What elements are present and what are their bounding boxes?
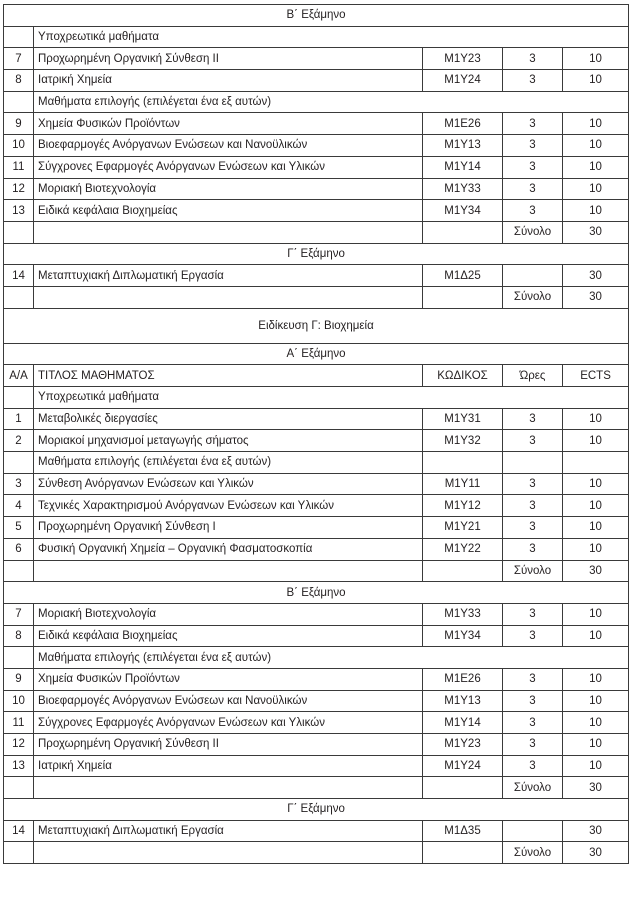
course-row: 8 Ιατρική Χημεία Μ1Υ24 3 10	[4, 70, 629, 92]
course-ects: 10	[563, 668, 629, 690]
course-hours: 3	[503, 200, 563, 222]
course-code: Μ1Υ14	[423, 712, 503, 734]
course-row: 8 Ειδικά κεφάλαια Βιοχημείας Μ1Υ34 3 10	[4, 625, 629, 647]
total-label: Σύνολο	[503, 560, 563, 582]
semester-header-row	[4, 243, 629, 265]
total-row	[4, 221, 629, 243]
course-title: Προχωρημένη Οργανική Σύνθεση ΙΙ	[34, 734, 423, 756]
col-header-title: ΤΙΤΛΟΣ ΜΑΘΗΜΑΤΟΣ	[34, 365, 423, 387]
course-hours: 3	[503, 473, 563, 495]
semester-header-row	[4, 5, 629, 27]
course-code: Μ1Υ32	[423, 430, 503, 452]
course-code: Μ1Υ34	[423, 625, 503, 647]
course-title: Ιατρική Χημεία	[34, 70, 423, 92]
course-hours: 3	[503, 156, 563, 178]
course-title: Μοριακή Βιοτεχνολογία	[34, 178, 423, 200]
course-title: Βιοεφαρμογές Ανόργανων Ενώσεων και Νανοϋλικών	[34, 135, 423, 157]
course-code: Μ1Υ22	[423, 538, 503, 560]
course-code: Μ1Ε26	[423, 668, 503, 690]
course-row: 14 Μεταπτυχιακή Διπλωματική Εργασία Μ1Δ25 30	[4, 265, 629, 287]
course-hours: 3	[503, 430, 563, 452]
course-ects: 10	[563, 538, 629, 560]
course-ects: 10	[563, 690, 629, 712]
course-row: 10 Βιοεφαρμογές Ανόργανων Ενώσεων και Νανοϋλικών Μ1Υ13 3 10	[4, 690, 629, 712]
course-hours	[503, 820, 563, 842]
course-code: Μ1Υ14	[423, 156, 503, 178]
total-label: Σύνολο	[503, 221, 563, 243]
course-title: Ιατρική Χημεία	[34, 755, 423, 777]
course-row: 9 Χημεία Φυσικών Προϊόντων Μ1Ε26 3 10	[4, 113, 629, 135]
course-row: 5 Προχωρημένη Οργανική Σύνθεση Ι Μ1Υ21 3 10	[4, 517, 629, 539]
course-ects: 10	[563, 495, 629, 517]
course-row: 6 Φυσική Οργανική Χημεία – Οργανική Φασματοσκοπία Μ1Υ22 3 10	[4, 538, 629, 560]
course-code: Μ1Υ11	[423, 473, 503, 495]
course-row: 1 Μεταβολικές διεργασίες Μ1Υ31 3 10	[4, 408, 629, 430]
total-row	[4, 560, 629, 582]
total-label: Σύνολο	[503, 286, 563, 308]
course-row: 13 Ιατρική Χημεία Μ1Υ24 3 10	[4, 755, 629, 777]
course-code: Μ1Υ33	[423, 603, 503, 625]
course-row: 12 Προχωρημένη Οργανική Σύνθεση ΙΙ Μ1Υ23 3 10	[4, 734, 629, 756]
col-header-code: ΚΩΔΙΚΟΣ	[423, 365, 503, 387]
course-row: 2 Μοριακοί μηχανισμοί μεταγωγής σήματος Μ1Υ32 3 10	[4, 430, 629, 452]
course-code: Μ1Υ13	[423, 135, 503, 157]
course-title: Ειδικά κεφάλαια Βιοχημείας	[34, 625, 423, 647]
course-ects: 10	[563, 135, 629, 157]
course-ects: 10	[563, 48, 629, 70]
category-row	[4, 26, 629, 48]
course-hours: 3	[503, 408, 563, 430]
elective-label: Μαθήματα επιλογής (επιλέγεται ένα εξ αυτών)	[34, 452, 423, 474]
course-title: Μεταπτυχιακή Διπλωματική Εργασία	[34, 265, 423, 287]
course-title: Μεταβολικές διεργασίες	[34, 408, 423, 430]
course-title: Σύγχρονες Εφαρμογές Ανόργανων Ενώσεων και Υλικών	[34, 156, 423, 178]
semester-title: Α΄ Εξάμηνο	[4, 343, 629, 365]
course-ects: 10	[563, 755, 629, 777]
course-hours: 3	[503, 755, 563, 777]
course-ects: 10	[563, 430, 629, 452]
course-title: Βιοεφαρμογές Ανόργανων Ενώσεων και Νανοϋλικών	[34, 690, 423, 712]
course-row: 11 Σύγχρονες Εφαρμογές Ανόργανων Ενώσεων και Υλικών Μ1Υ14 3 10	[4, 712, 629, 734]
total-value: 30	[563, 777, 629, 799]
elective-label: Μαθήματα επιλογής (επιλέγεται ένα εξ αυτών)	[34, 647, 629, 669]
curriculum-table	[3, 4, 629, 864]
semester-title: Γ΄ Εξάμηνο	[4, 799, 629, 821]
course-hours: 3	[503, 603, 563, 625]
course-hours: 3	[503, 734, 563, 756]
course-hours: 3	[503, 517, 563, 539]
semester-title: Γ΄ Εξάμηνο	[4, 243, 629, 265]
course-title: Σύγχρονες Εφαρμογές Ανόργανων Ενώσεων και Υλικών	[34, 712, 423, 734]
semester-header-row	[4, 582, 629, 604]
course-hours: 3	[503, 70, 563, 92]
course-code: Μ1Ε26	[423, 113, 503, 135]
course-title: Μοριακοί μηχανισμοί μεταγωγής σήματος	[34, 430, 423, 452]
course-code: Μ1Υ13	[423, 690, 503, 712]
course-title: Μεταπτυχιακή Διπλωματική Εργασία	[34, 820, 423, 842]
total-label: Σύνολο	[503, 777, 563, 799]
total-value: 30	[563, 842, 629, 864]
category-row	[4, 91, 629, 113]
column-header-row	[4, 365, 629, 387]
course-row: 14 Μεταπτυχιακή Διπλωματική Εργασία Μ1Δ35 30	[4, 820, 629, 842]
course-hours: 3	[503, 712, 563, 734]
course-hours: 3	[503, 135, 563, 157]
semester-title: Β΄ Εξάμηνο	[4, 5, 629, 27]
course-ects: 10	[563, 113, 629, 135]
course-ects: 30	[563, 820, 629, 842]
course-code: Μ1Υ24	[423, 755, 503, 777]
course-hours: 3	[503, 495, 563, 517]
category-row	[4, 452, 629, 474]
course-row: 12 Μοριακή Βιοτεχνολογία Μ1Υ33 3 10	[4, 178, 629, 200]
course-row: 4 Τεχνικές Χαρακτηρισμού Ανόργανων Ενώσεων και Υλικών Μ1Υ12 3 10	[4, 495, 629, 517]
mandatory-label: Υποχρεωτικά μαθήματα	[34, 26, 629, 48]
course-code: Μ1Υ31	[423, 408, 503, 430]
course-ects: 10	[563, 200, 629, 222]
course-row: 11 Σύγχρονες Εφαρμογές Ανόργανων Ενώσεων και Υλικών Μ1Υ14 3 10	[4, 156, 629, 178]
course-row: 7 Μοριακή Βιοτεχνολογία Μ1Υ33 3 10	[4, 603, 629, 625]
course-hours: 3	[503, 668, 563, 690]
course-code: Μ1Υ23	[423, 48, 503, 70]
course-hours: 3	[503, 625, 563, 647]
specialization-title: Ειδίκευση Γ: Βιοχημεία	[4, 308, 629, 343]
course-ects: 10	[563, 408, 629, 430]
course-ects: 10	[563, 517, 629, 539]
total-row	[4, 286, 629, 308]
course-code: Μ1Υ34	[423, 200, 503, 222]
course-ects: 10	[563, 712, 629, 734]
course-row: 9 Χημεία Φυσικών Προϊόντων Μ1Ε26 3 10	[4, 668, 629, 690]
course-ects: 10	[563, 625, 629, 647]
course-title: Χημεία Φυσικών Προϊόντων	[34, 113, 423, 135]
course-row: 10 Βιοεφαρμογές Ανόργανων Ενώσεων και Νανοϋλικών Μ1Υ13 3 10	[4, 135, 629, 157]
course-ects: 30	[563, 265, 629, 287]
course-hours: 3	[503, 178, 563, 200]
course-code: Μ1Υ33	[423, 178, 503, 200]
semester-header-row	[4, 343, 629, 365]
course-code: Μ1Υ23	[423, 734, 503, 756]
category-row	[4, 647, 629, 669]
course-title: Φυσική Οργανική Χημεία – Οργανική Φασματοσκοπία	[34, 538, 423, 560]
course-ects: 10	[563, 70, 629, 92]
course-row: 7 Προχωρημένη Οργανική Σύνθεση ΙΙ Μ1Υ23 3 10	[4, 48, 629, 70]
total-row	[4, 777, 629, 799]
course-title: Ειδικά κεφάλαια Βιοχημείας	[34, 200, 423, 222]
category-row	[4, 387, 629, 409]
course-code: Μ1Υ12	[423, 495, 503, 517]
col-header-hours: Ώρες	[503, 365, 563, 387]
course-hours: 3	[503, 690, 563, 712]
course-title: Χημεία Φυσικών Προϊόντων	[34, 668, 423, 690]
mandatory-label: Υποχρεωτικά μαθήματα	[34, 387, 629, 409]
course-title: Προχωρημένη Οργανική Σύνθεση ΙΙ	[34, 48, 423, 70]
specialization-row	[4, 308, 629, 343]
course-ects: 10	[563, 603, 629, 625]
course-ects: 10	[563, 734, 629, 756]
total-value: 30	[563, 286, 629, 308]
elective-label: Μαθήματα επιλογής (επιλέγεται ένα εξ αυτών)	[34, 91, 629, 113]
course-row: 3 Σύνθεση Ανόργανων Ενώσεων και Υλικών Μ1Υ11 3 10	[4, 473, 629, 495]
semester-title: Β΄ Εξάμηνο	[4, 582, 629, 604]
course-hours: 3	[503, 48, 563, 70]
course-hours	[503, 265, 563, 287]
col-header-ects: ECTS	[563, 365, 629, 387]
course-title: Τεχνικές Χαρακτηρισμού Ανόργανων Ενώσεων και Υλικών	[34, 495, 423, 517]
course-ects: 10	[563, 178, 629, 200]
course-ects: 10	[563, 473, 629, 495]
course-row: 13 Ειδικά κεφάλαια Βιοχημείας Μ1Υ34 3 10	[4, 200, 629, 222]
course-code: Μ1Υ24	[423, 70, 503, 92]
course-hours: 3	[503, 113, 563, 135]
course-code: Μ1Δ25	[423, 265, 503, 287]
total-label: Σύνολο	[503, 842, 563, 864]
total-value: 30	[563, 560, 629, 582]
total-row	[4, 842, 629, 864]
course-title: Προχωρημένη Οργανική Σύνθεση Ι	[34, 517, 423, 539]
col-header-aa: Α/Α	[4, 365, 34, 387]
course-code: Μ1Υ21	[423, 517, 503, 539]
course-title: Μοριακή Βιοτεχνολογία	[34, 603, 423, 625]
course-title: Σύνθεση Ανόργανων Ενώσεων και Υλικών	[34, 473, 423, 495]
course-ects: 10	[563, 156, 629, 178]
semester-header-row	[4, 799, 629, 821]
total-value: 30	[563, 221, 629, 243]
course-hours: 3	[503, 538, 563, 560]
course-code: Μ1Δ35	[423, 820, 503, 842]
